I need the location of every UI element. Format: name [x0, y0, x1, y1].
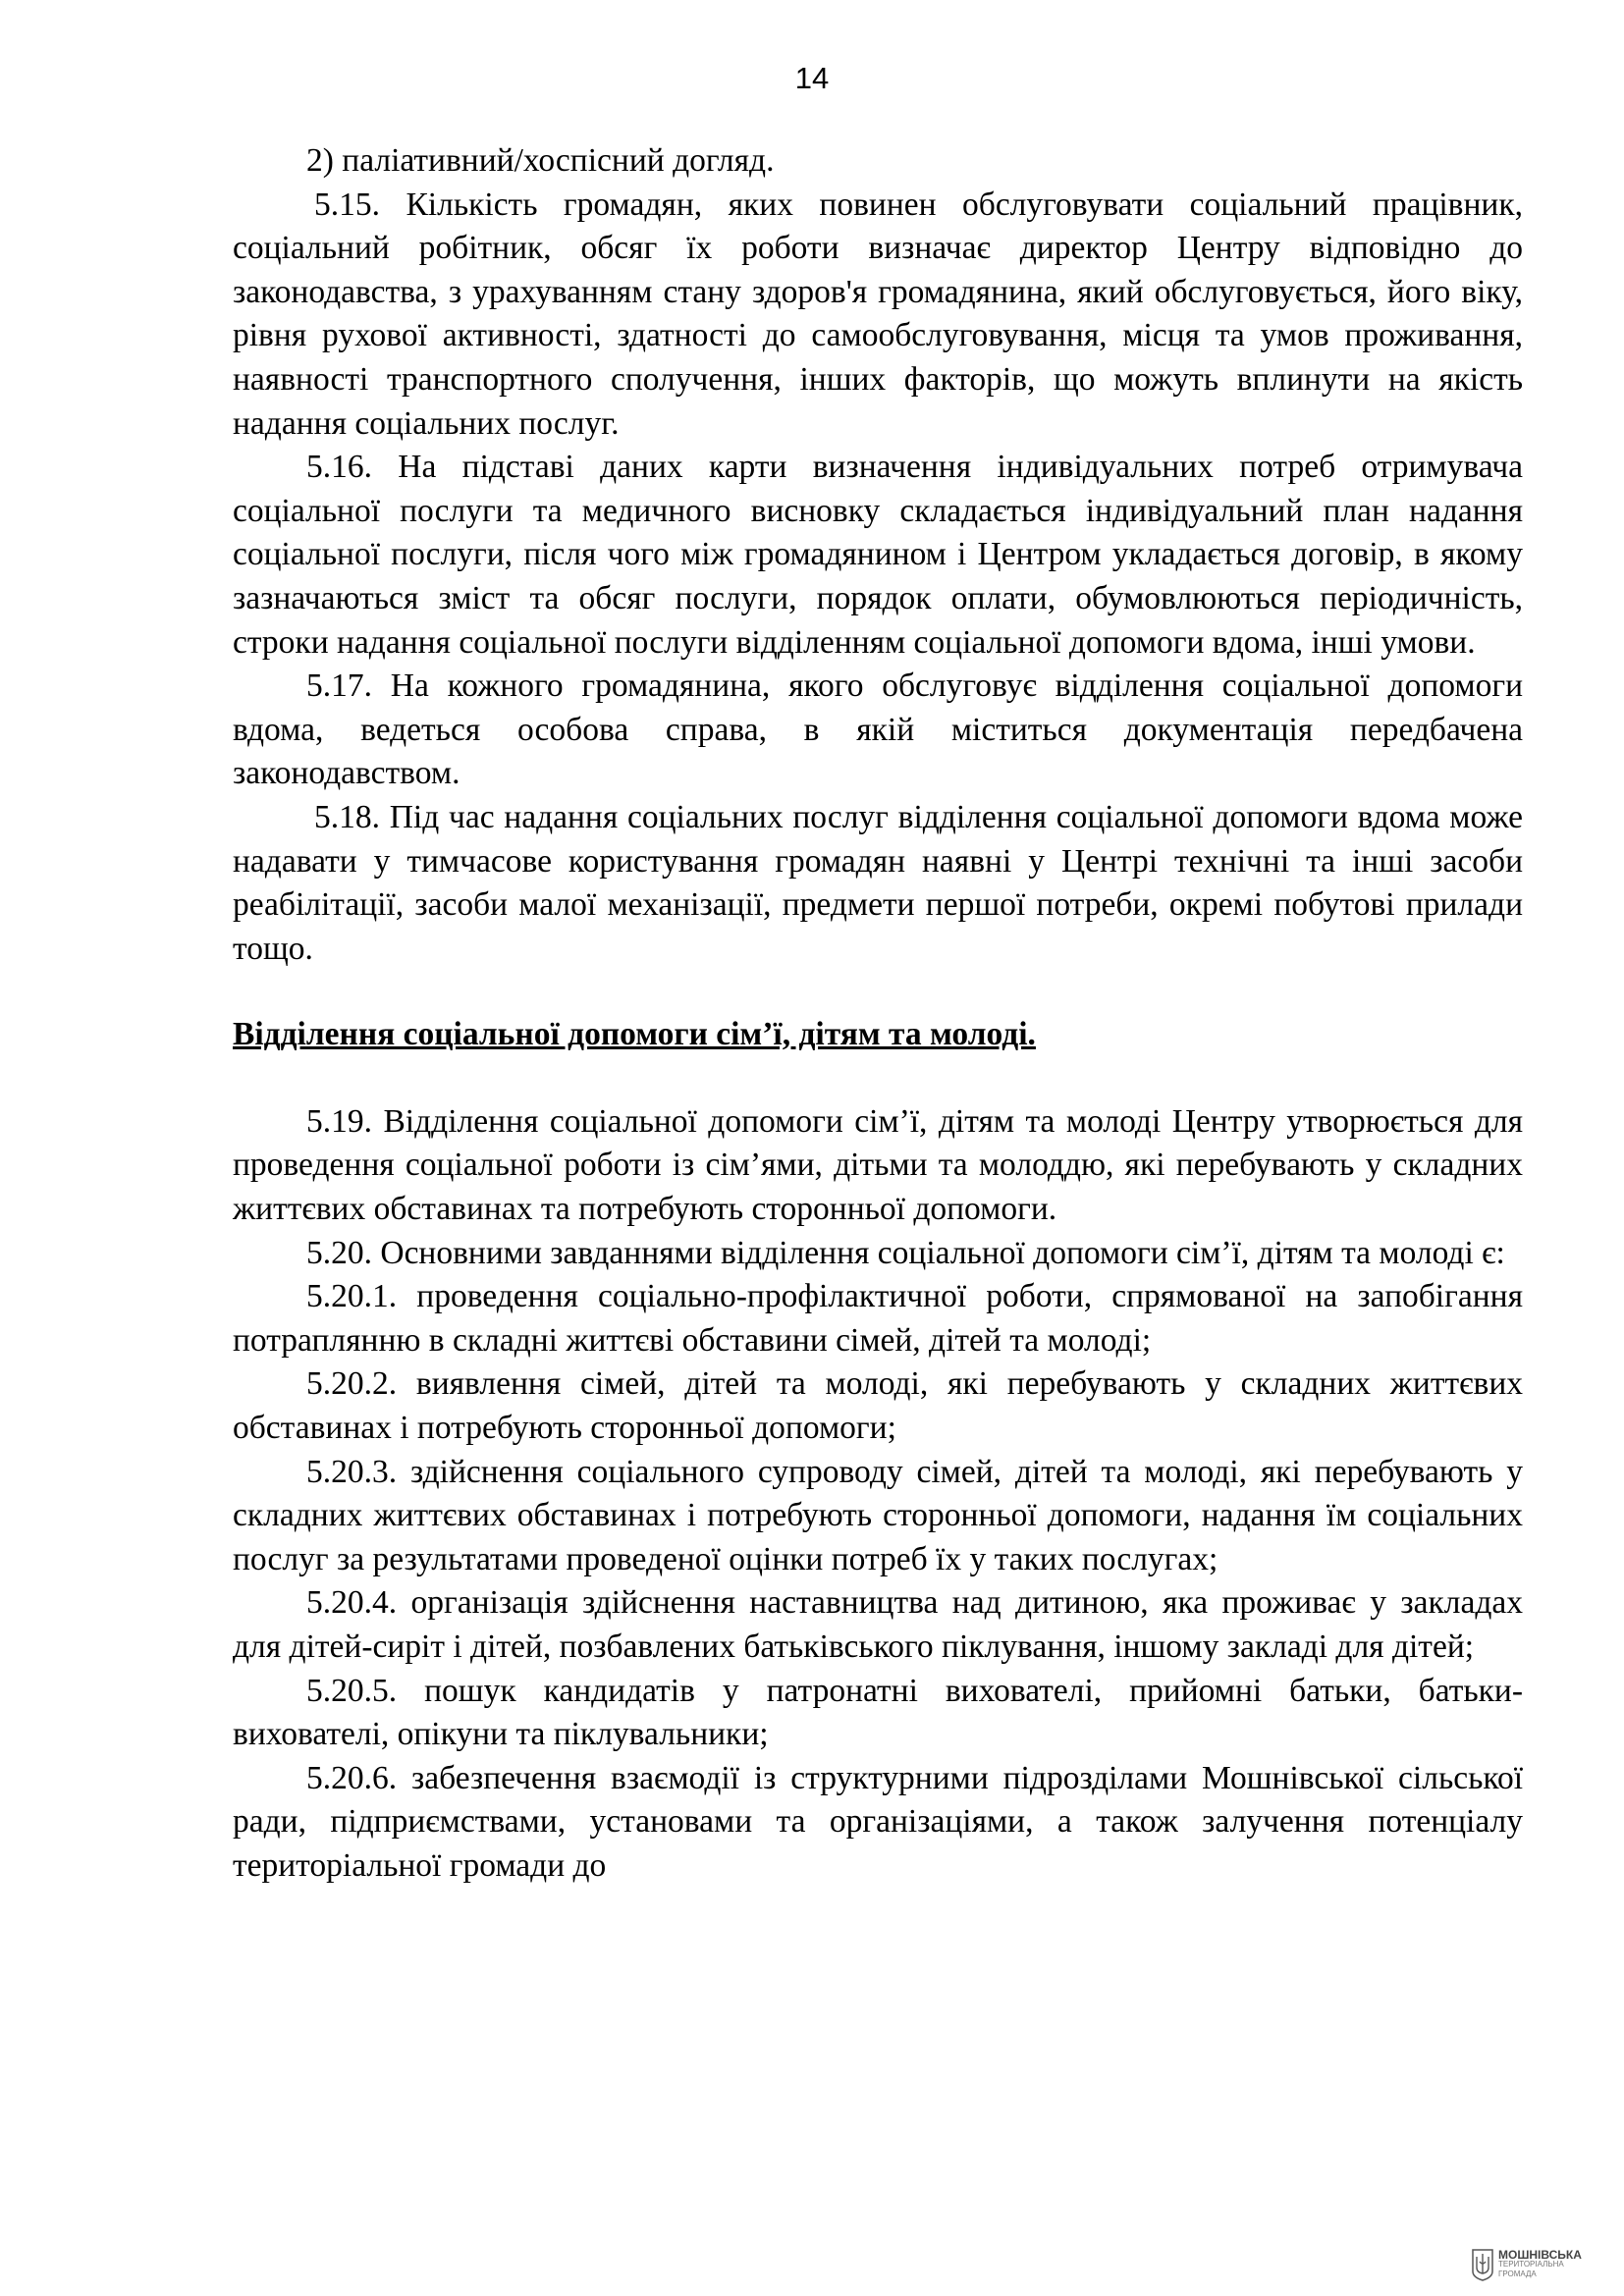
paragraph: 5.20. Основними завданнями відділення соціальної допомоги сім’ї, дітям та молоді є:	[306, 1234, 1505, 1271]
logo-text	[1498, 2250, 1582, 2279]
paragraph: 5.18. Під час надання соціальних послуг відділення соціальної допомоги вдома може надавати у тимчасове користування громадян наявні у Центрі технічні та інші засоби реабілітації, засоби малої механізації, предмети першої потреби, окремі побутові прилади тощо.	[233, 798, 1523, 967]
paragraph: 5.20.2. виявлення сімей, дітей та молоді, які перебувають у складних життєвих обставинах і потребують сторонньої допомоги;	[233, 1365, 1523, 1447]
section-heading: Відділення соціальної допомоги сім’ї, дітям та молоді.	[233, 1016, 1036, 1053]
logo-subtitle: ГРОМАДА	[1498, 2269, 1537, 2278]
document-body	[233, 139, 1523, 1889]
paragraph: 5.15. Кількість громадян, яких повинен обслуговувати соціальний працівник, соціальний робітник, обсяг їх роботи визначає директор Центру відповідно до законодавства, з урахуванням стану здоров'я громадянина, який обслуговується, його віку, рівня рухової активності, здатності до самообслуговування, місця та умов проживання, наявності транспортного сполучення, інших факторів, що можуть вплинути на якість надання соціальних послуг.	[233, 186, 1523, 442]
paragraph: 5.17. На кожного громадянина, якого обслуговує відділення соціальної допомоги вдома, ведеться особова справа, в якій міститься документація передбачена законодавством.	[233, 667, 1523, 792]
community-logo	[1471, 2248, 1582, 2281]
paragraph: 5.20.5. пошук кандидатів у патронатні вихователі, прийомні батьки, батьки-вихователі, опікуни та піклувальники;	[233, 1672, 1523, 1753]
paragraph: 2) паліативний/хоспісний догляд.	[306, 142, 775, 179]
paragraph: 5.19. Відділення соціальної допомоги сім’ї, дітям та молоді Центру утворюється для проведення соціальної роботи із сім’ями, дітьми та молоддю, які перебувають у складних життєвих обставинах та потребують сторонньої допомоги.	[233, 1102, 1523, 1228]
paragraph: 5.16. На підставі даних карти визначення індивідуальних потреб отримувача соціальної послуги та медичного висновку складається індивідуальний план надання соціальної послуги, після чого між громадянином і Центром укладається договір, в якому зазначаються зміст та обсяг послуги, порядок оплати, обумовлюються періодичність, строки надання соціальної послуги відділенням соціальної допомоги вдома, інші умови.	[233, 449, 1523, 661]
paragraph: 5.20.4. організація здійснення наставництва над дитиною, яка проживає у закладах для дітей-сиріт і дітей, позбавлених батьківського піклування, іншому закладі для дітей;	[233, 1584, 1523, 1665]
paragraph: 5.20.1. проведення соціально-профілактичної роботи, спрямованої на запобігання потраплянню в складні життєві обставини сімей, дітей та молоді;	[233, 1278, 1523, 1359]
logo-title: МОШНІВСЬКА	[1498, 2248, 1582, 2262]
paragraph: 5.20.6. забезпечення взаємодії із структурними підрозділами Мошнівської сільської ради, підприємствами, установами та організаціями, а також залучення потенціалу територіальної громади до	[233, 1759, 1523, 1884]
paragraph: 5.20.3. здійснення соціального супроводу сімей, дітей та молоді, які перебувають у складних життєвих обставинах і потребують сторонньої допомоги, надання їм соціальних послуг за результатами проведеної оцінки потреб їх у таких послугах;	[233, 1453, 1523, 1577]
page-number: 14	[794, 61, 830, 95]
trident-icon	[1471, 2248, 1494, 2281]
logo-subtitle: ТЕРИТОРІАЛЬНА	[1498, 2260, 1564, 2269]
